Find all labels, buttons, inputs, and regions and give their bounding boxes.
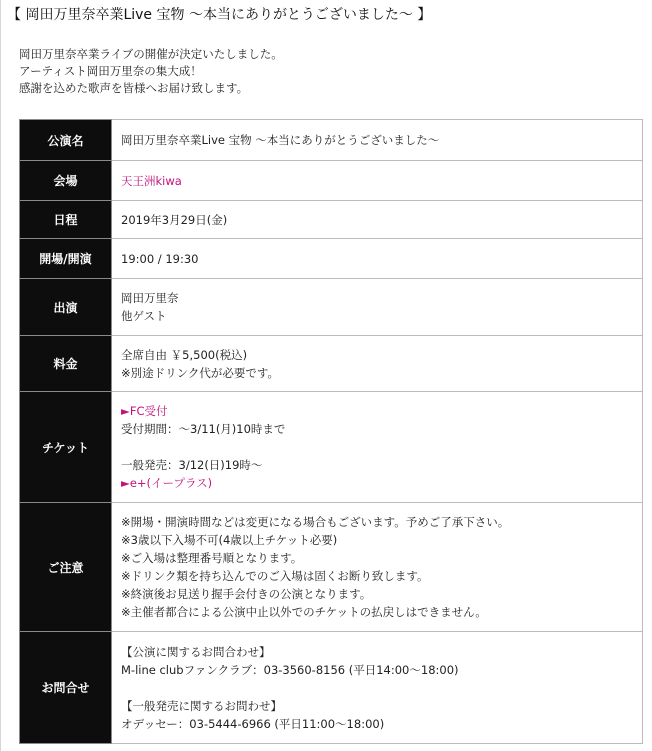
spacer: [121, 679, 642, 697]
note-line: ※ドリンク類を持ち込んでのご入場は固くお断り致します。: [121, 569, 429, 583]
row-title: [20, 120, 643, 161]
row-label: 開場/開演: [20, 239, 112, 279]
date-value: 2019年3月29日(金): [112, 201, 643, 239]
cast-line: 他ゲスト: [121, 309, 167, 323]
time-value: 19:00 / 19:30: [112, 239, 643, 279]
event-info-table: [19, 119, 643, 744]
note-line: ※終演後お見送り握手会付きの公演となります。: [121, 587, 372, 601]
row-label: 会場: [20, 161, 112, 201]
row-label: 日程: [20, 201, 112, 239]
row-label: チケット: [20, 392, 112, 503]
note-line: ※開場・開演時間などは変更になる場合もございます。予めご了承下さい。: [121, 515, 510, 529]
row-date: [20, 201, 643, 239]
row-ticket: [20, 392, 643, 503]
row-price: [20, 336, 643, 392]
row-label: 公演名: [20, 120, 112, 161]
row-label: お問合せ: [20, 632, 112, 744]
price-line: 全席自由 ￥5,500(税込): [121, 347, 248, 362]
note-line: ※ご入場は整理番号順となります。: [121, 551, 303, 565]
row-cast: [20, 279, 643, 336]
fc-period-text: 受付期間：～3/11(月)10時まで: [121, 422, 286, 436]
intro-line: 感謝を込めた歌声を皆様へお届け致します。: [19, 81, 249, 95]
spacer: [121, 438, 642, 456]
cast-line: 岡田万里奈: [121, 291, 179, 305]
contact-line: オデッセー：03-5444-6966 (平日11:00～18:00): [121, 716, 385, 731]
row-venue: [20, 161, 643, 201]
event-title-value: 岡田万里奈卒業Live 宝物 ～本当にありがとうございました～: [112, 120, 643, 161]
row-label: 料金: [20, 336, 112, 392]
price-line: ※別途ドリンク代が必要です。: [121, 365, 279, 380]
row-label: 出演: [20, 279, 112, 336]
contact-line: 【公演に関するお問合わせ】: [121, 644, 271, 659]
intro-line: アーティスト岡田万里奈の集大成！: [19, 64, 202, 78]
fc-ticket-link[interactable]: ►FC受付: [121, 404, 168, 418]
note-line: ※3歳以下入場不可(4歳以上チケット必要): [121, 533, 338, 547]
contact-line: 【一般発売に関するお問わせ】: [121, 698, 282, 713]
row-notes: [20, 503, 643, 632]
row-time: [20, 239, 643, 279]
note-line: ※主催者都合による公演中止以外でのチケットの払戻しはできません。: [121, 605, 487, 619]
eplus-ticket-link[interactable]: ►e+(イープラス): [121, 476, 213, 490]
row-label: ご注意: [20, 503, 112, 632]
intro-text: [19, 46, 283, 97]
row-contact: [20, 632, 643, 744]
contact-line: M-line clubファンクラブ：03-3560-8156 (平日14:00～18:00): [121, 662, 459, 677]
page-title: 【 岡田万里奈卒業Live 宝物 ～本当にありがとうございました～ 】: [7, 7, 432, 23]
intro-line: 岡田万里奈卒業ライブの開催が決定いたしました。: [19, 47, 283, 61]
venue-link[interactable]: 天王洲kiwa: [121, 173, 182, 188]
general-sale-text: 一般発売：3/12(日)19時～: [121, 458, 263, 472]
